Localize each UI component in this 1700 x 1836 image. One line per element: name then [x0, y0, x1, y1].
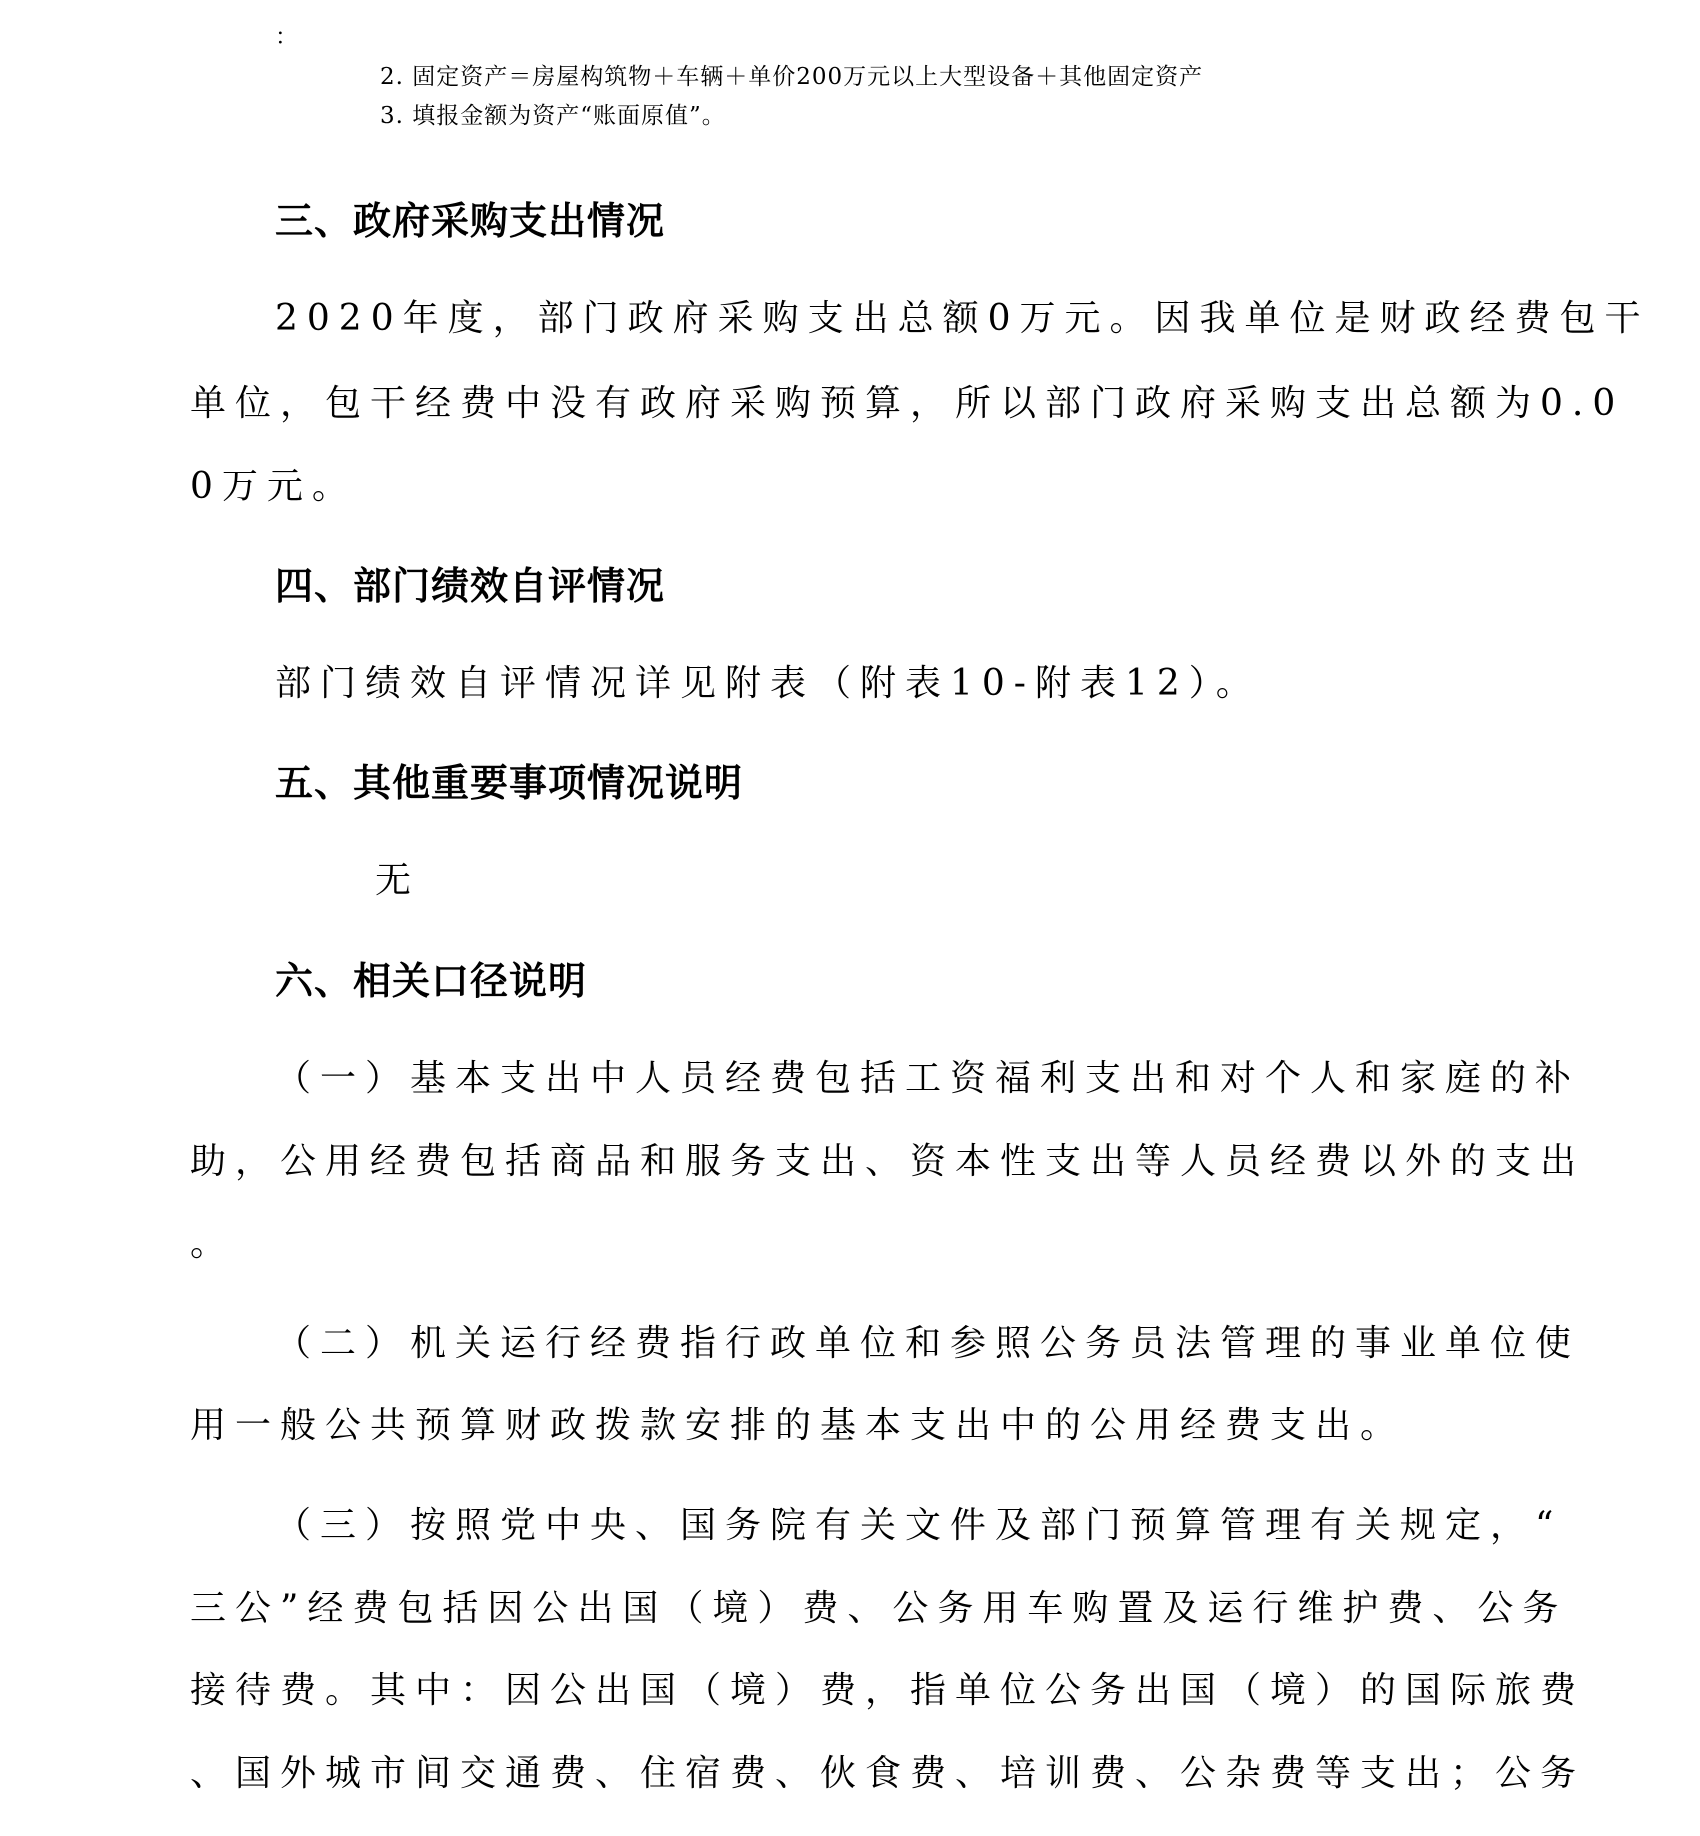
- section-6-para-1-line-3: 。: [190, 1223, 236, 1264]
- section-6-para-1-line-1: （一）基本支出中人员经费包括工资福利支出和对个人和家庭的补: [275, 1058, 1581, 1099]
- section-6-para-3-line-1: （三）按照党中央、国务院有关文件及部门预算管理有关规定，“: [275, 1505, 1563, 1546]
- colon-mark: ：: [275, 24, 299, 50]
- section-6-para-2-line-1: （二）机关运行经费指行政单位和参照公务员法管理的事业单位使: [275, 1323, 1581, 1364]
- section-6-para-2-line-2: 用一般公共预算财政拨款安排的基本支出中的公用经费支出。: [190, 1405, 1406, 1446]
- section-3-line-2: 单位，包干经费中没有政府采购预算，所以部门政府采购支出总额为0.0: [190, 383, 1625, 424]
- section-5-heading: 五、其他重要事项情况说明: [275, 761, 744, 805]
- note-item-2: 2. 固定资产＝房屋构筑物＋车辆＋单价200万元以上大型设备＋其他固定资产: [380, 64, 1204, 90]
- section-3-line-3: 0万元。: [190, 466, 357, 507]
- section-3-heading: 三、政府采购支出情况: [275, 199, 666, 243]
- section-5-line: 无: [375, 860, 421, 901]
- section-6-para-3-line-4: 、国外城市间交通费、住宿费、伙食费、培训费、公杂费等支出；公务: [190, 1753, 1586, 1794]
- section-6-para-3-line-2: 三公”经费包括因公出国（境）费、公务用车购置及运行维护费、公务: [190, 1588, 1568, 1629]
- section-4-line: 部门绩效自评情况详见附表（附表10-附表12）。: [275, 663, 1261, 704]
- section-6-heading: 六、相关口径说明: [275, 959, 588, 1003]
- section-6-para-3-line-3: 接待费。其中：因公出国（境）费，指单位公务出国（境）的国际旅费: [190, 1670, 1586, 1711]
- section-6-para-1-line-2: 助，公用经费包括商品和服务支出、资本性支出等人员经费以外的支出: [190, 1141, 1586, 1182]
- section-3-line-1: 2020年度，部门政府采购支出总额0万元。因我单位是财政经费包干: [275, 298, 1650, 339]
- note-item-3: 3. 填报金额为资产“账面原值”。: [380, 103, 726, 129]
- section-4-heading: 四、部门绩效自评情况: [275, 564, 666, 608]
